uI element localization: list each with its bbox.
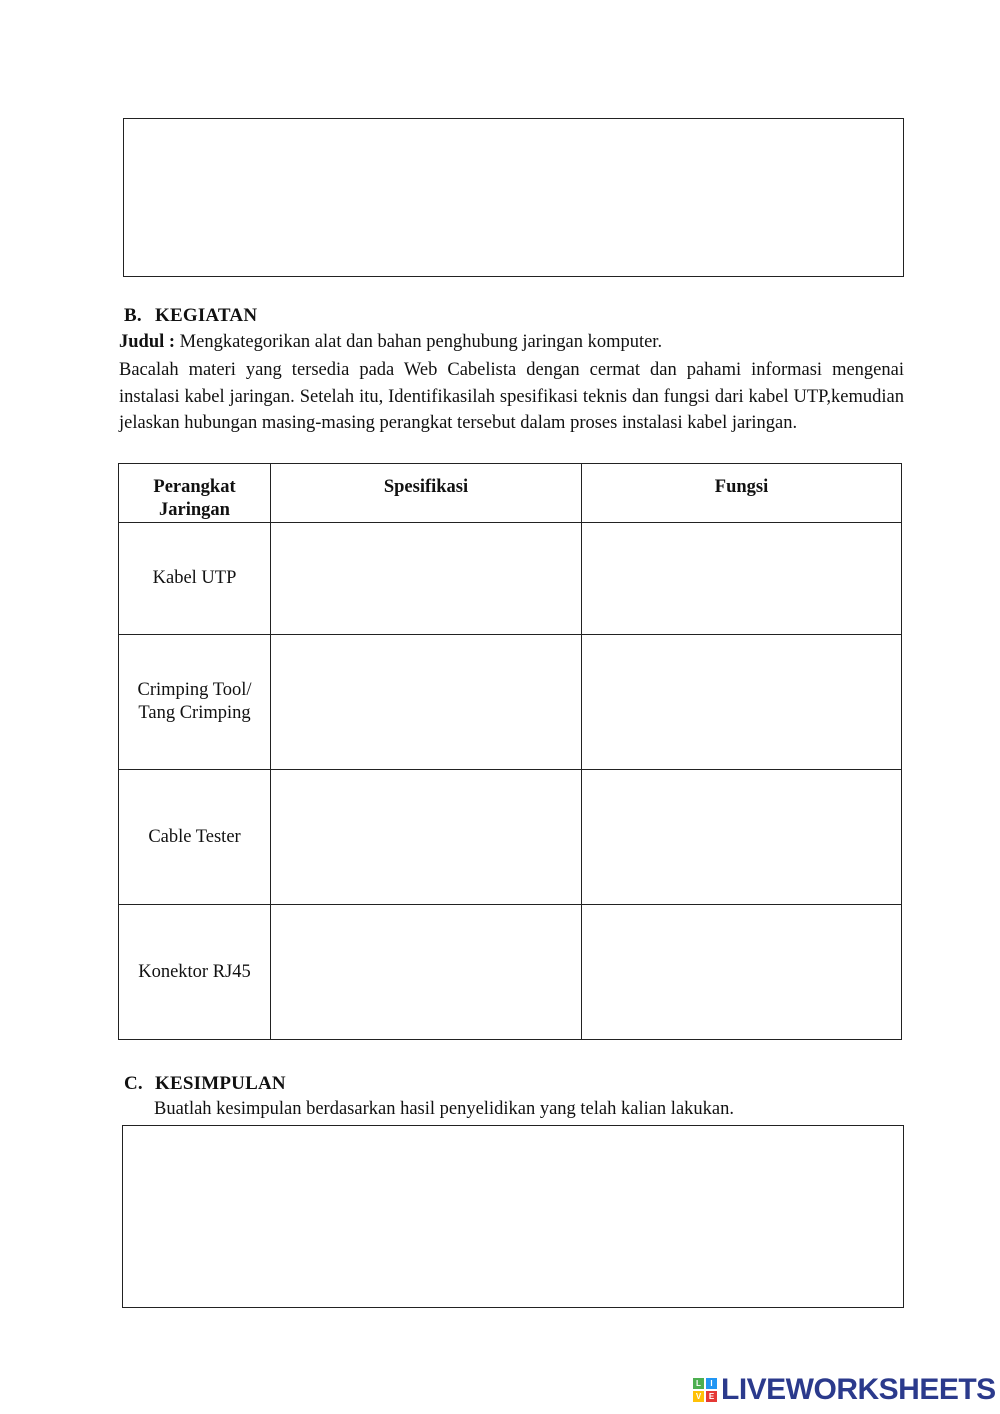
logo-letter-e: E [706, 1391, 717, 1402]
section-c-heading [124, 1073, 286, 1095]
section-b-number: B. [124, 305, 142, 326]
top-answer-box[interactable] [123, 118, 904, 277]
activity-table [118, 463, 902, 1040]
table-row [119, 635, 902, 770]
spesifikasi-answer-cell[interactable] [271, 770, 582, 905]
device-cell: Kabel UTP [119, 523, 271, 635]
fungsi-answer-cell[interactable] [582, 770, 902, 905]
spesifikasi-answer-cell[interactable] [271, 523, 582, 635]
logo-letter-v: V [693, 1391, 704, 1402]
activity-instructions: Bacalah materi yang tersedia pada Web Cabelista dengan cermat dan pahami informasi mengenai instalasi kabel jaringan. Setelah itu, Identifikasilah spesifikasi teknis dan fungsi dari kabel UTP,kemudian jelaskan hubungan masing-masing perangkat tersebut dalam proses instalasi kabel jaringan. [119, 360, 904, 433]
spesifikasi-answer-cell[interactable] [271, 635, 582, 770]
logo-letter-i: I [706, 1378, 717, 1389]
table-row [119, 770, 902, 905]
section-c-number: C. [124, 1073, 143, 1094]
table-row [119, 905, 902, 1040]
fungsi-answer-cell[interactable] [582, 905, 902, 1040]
activity-title-text: Mengkategorikan alat dan bahan penghubung jaringan komputer. [179, 332, 663, 352]
liveworksheets-logo [693, 1374, 996, 1406]
logo-text: LIVEWORKSHEETS [721, 1373, 996, 1406]
activity-title-label: Judul : [119, 332, 176, 352]
spesifikasi-answer-cell[interactable] [271, 905, 582, 1040]
conclusion-answer-box[interactable] [122, 1125, 904, 1308]
fungsi-answer-cell[interactable] [582, 635, 902, 770]
fungsi-answer-cell[interactable] [582, 523, 902, 635]
header-fungsi: Fungsi [582, 464, 902, 523]
section-c-title: KESIMPULAN [155, 1073, 286, 1094]
device-cell: Konektor RJ45 [119, 905, 271, 1040]
header-perangkat-jaringan: Perangkat Jaringan [119, 464, 271, 523]
activity-title-line [119, 332, 662, 353]
section-b-heading [124, 305, 257, 327]
logo-letter-l: L [693, 1378, 704, 1389]
table-row [119, 523, 902, 635]
conclusion-instruction: Buatlah kesimpulan berdasarkan hasil penyelidikan yang telah kalian lakukan. [154, 1099, 734, 1119]
device-cell: Cable Tester [119, 770, 271, 905]
table-header-row [119, 464, 902, 523]
header-spesifikasi: Spesifikasi [271, 464, 582, 523]
section-b-title: KEGIATAN [155, 305, 258, 326]
logo-mark-icon [693, 1378, 717, 1402]
device-cell: Crimping Tool/ Tang Crimping [119, 635, 271, 770]
